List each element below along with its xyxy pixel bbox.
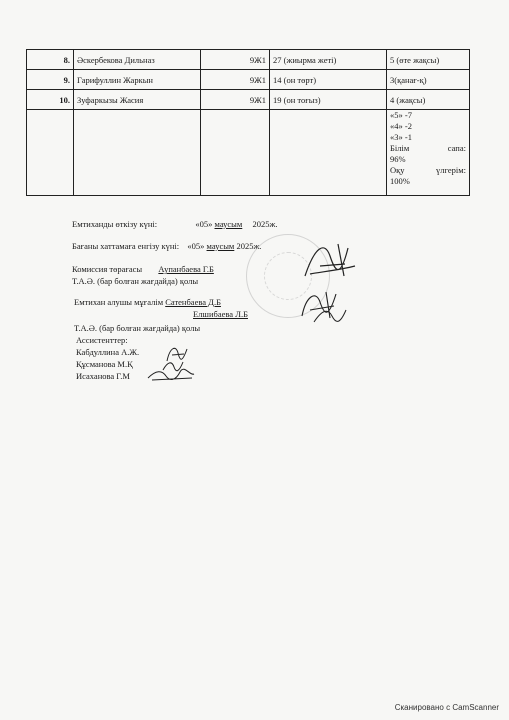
quality-label-line: Білім сапа: bbox=[390, 143, 466, 153]
student-score: 27 (жиырма жеті) bbox=[270, 50, 387, 70]
progress-label-line: Оқу үлгерім: bbox=[390, 165, 466, 175]
assistant-name: Құсманова М.Қ bbox=[76, 359, 133, 369]
exam-date-day: «05» bbox=[195, 219, 213, 229]
student-name: Әскербекова Дильназ bbox=[74, 50, 201, 70]
entry-date-line bbox=[72, 241, 261, 251]
exam-date-label: Емтиханды өткізу күні: bbox=[72, 219, 158, 229]
commission-line bbox=[72, 264, 214, 274]
examiner-name-2-wrap bbox=[193, 309, 248, 319]
entry-date-label: Бағаны хаттамаға енгізу күні: bbox=[72, 241, 180, 251]
table-row bbox=[27, 70, 470, 90]
student-score: 19 (он тоғыз) bbox=[270, 90, 387, 110]
student-grade: 5 (өте жақсы) bbox=[387, 50, 470, 70]
entry-date-day: «05» bbox=[187, 241, 205, 251]
assistant-name: Кабдуллина А.Ж. bbox=[76, 347, 140, 357]
assistant-signature-3 bbox=[146, 366, 196, 384]
row-number: 9. bbox=[27, 70, 74, 90]
student-class: 9Ж1 bbox=[201, 70, 270, 90]
student-grade: 3(қанағ-қ) bbox=[387, 70, 470, 90]
examiner-note: Т.А.Ә. (бар болған жағдайда) қолы bbox=[74, 323, 201, 333]
examiner-name-2: Елшибаева Л.Б bbox=[193, 309, 248, 319]
row-number: 10. bbox=[27, 90, 74, 110]
scanner-watermark: Сканировано с CamScanner bbox=[394, 703, 499, 712]
assistants-label: Ассистенттер: bbox=[76, 335, 128, 345]
commission-name: Аупанбаева Г.Б bbox=[158, 264, 214, 274]
student-name: Зуфаркызы Жасия bbox=[74, 90, 201, 110]
exam-date-line bbox=[72, 219, 278, 229]
count-grade-3: «3» -1 bbox=[390, 132, 412, 142]
count-grade-4: «4» -2 bbox=[390, 121, 412, 131]
examiner-label: Емтихан алушы мұғалім bbox=[74, 297, 164, 307]
assistant-name: Исаханова Г.М bbox=[76, 371, 130, 381]
student-class: 9Ж1 bbox=[201, 50, 270, 70]
examiner-signature-2 bbox=[310, 304, 350, 328]
student-score: 14 (он төрт) bbox=[270, 70, 387, 90]
table-row bbox=[27, 50, 470, 70]
entry-date-month: маусым bbox=[206, 241, 235, 251]
student-name: Гарифуллин Жаркын bbox=[74, 70, 201, 90]
table-row bbox=[27, 90, 470, 110]
student-class: 9Ж1 bbox=[201, 90, 270, 110]
grades-table bbox=[26, 49, 470, 196]
student-grade: 4 (жақсы) bbox=[387, 90, 470, 110]
examiner-line bbox=[74, 297, 221, 307]
commission-note: Т.А.Ә. (бар болған жағдайда) қолы bbox=[72, 276, 199, 286]
progress-value: 100% bbox=[390, 176, 410, 186]
quality-value: 96% bbox=[390, 154, 406, 164]
summary-row bbox=[27, 110, 470, 196]
summary-cell bbox=[387, 110, 470, 196]
count-grade-5: «5» -7 bbox=[390, 110, 412, 120]
row-number: 8. bbox=[27, 50, 74, 70]
entry-date-year: 2025ж. bbox=[236, 241, 262, 251]
exam-date-month: маусым bbox=[214, 219, 243, 229]
commission-signature bbox=[300, 236, 360, 284]
commission-label: Комиссия төрағасы bbox=[72, 264, 143, 274]
examiner-name-1: Сатенбаева Д.Б bbox=[165, 297, 221, 307]
exam-date-year: 2025ж. bbox=[252, 219, 278, 229]
